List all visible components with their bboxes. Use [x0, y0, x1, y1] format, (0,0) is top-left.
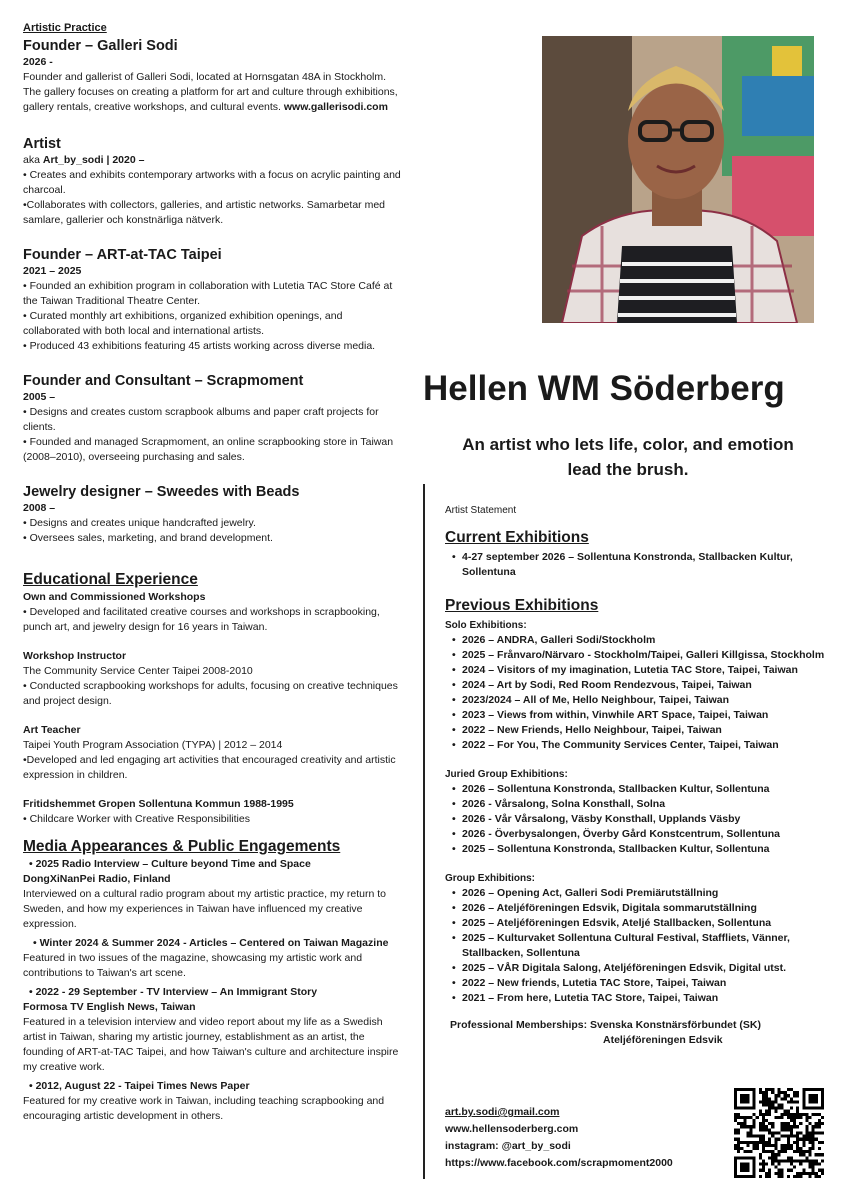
section-title: Previous Exhibitions	[445, 597, 599, 614]
exhibitions-column	[445, 504, 835, 1048]
role-title: Founder – Galleri Sodi	[23, 38, 178, 54]
role-date: 2005 –	[23, 391, 56, 403]
list-item: • 2026 – Ateljéföreningen Edsvik, Digitala sommarutställning	[462, 901, 835, 916]
list-item: • 2025 – Ateljéföreningen Edsvik, Ateljé Stallbacken, Sollentuna	[462, 916, 835, 931]
portrait-photo-icon	[542, 36, 814, 323]
list-item: • 2026 – Sollentuna Konstronda, Stallbacken Kultur, Sollentuna	[462, 782, 835, 797]
section-title: Educational Experience	[23, 571, 198, 588]
group-label: Solo Exhibitions:	[445, 620, 527, 631]
qr-code-icon	[734, 1088, 824, 1178]
list-item: • 2023 – Views from within, Vinwhile ART Space, Taipei, Taiwan	[462, 708, 835, 723]
column-divider	[423, 484, 425, 1179]
list-item: • 2026 – Opening Act, Galleri Sodi Premiärutställning	[462, 886, 835, 901]
list-item: • 2025 – Frånvaro/Närvaro - Stockholm/Taipei, Galleri Killgissa, Stockholm	[462, 648, 835, 663]
list-item: • 2025 – VÅR Digitala Salong, Ateljéföreningen Edsvik, Digital utst.	[462, 961, 835, 976]
education-item: Fritidshemmet Gropen Sollentuna Kommun 1988-1995 • Childcare Worker with Creative Responsibilities	[23, 798, 294, 825]
qr-code[interactable]	[734, 1088, 824, 1178]
portrait-photo	[542, 36, 814, 323]
media-item: • Winter 2024 & Summer 2024 - Articles – Centered on Taiwan Magazine Featured in two issues of the magazine, showcasing my artistic work and contributions to Taiwan's art scene.	[23, 937, 389, 979]
media-section	[23, 837, 401, 1124]
email-link[interactable]: art.by.sodi@gmail.com	[445, 1106, 560, 1118]
education-section	[23, 570, 401, 827]
current-exhibitions-list	[445, 550, 835, 580]
list-item: • 2021 – From here, Lutetia TAC Store, Taipei, Taiwan	[462, 991, 835, 1006]
memberships: Professional Memberships: Svenska Konstnärsförbundet (SK) Ateljéföreningen Edsvik	[450, 1019, 761, 1046]
list-item: • 2022 – For You, The Community Services Center, Taipei, Taiwan	[462, 738, 835, 753]
gallery-link[interactable]: www.gallerisodi.com	[283, 101, 388, 113]
role-title: Artist	[23, 136, 61, 152]
group-label: Group Exhibitions:	[445, 873, 535, 884]
education-item: Own and Commissioned Workshops • Developed and facilitated creative courses and workshops in scrapbooking, punch art, and jewelry design for 16 years in Taiwan.	[23, 591, 380, 633]
list-item: • 2024 – Visitors of my imagination, Lutetia TAC Store, Taipei, Taiwan	[462, 663, 835, 678]
list-item: • 2026 – ANDRA, Galleri Sodi/Stockholm	[462, 633, 835, 648]
education-item: Art Teacher Taipei Youth Program Association (TYPA) | 2012 – 2014 •Developed and led engaging art activities that encouraged creativity and artistic expression in children.	[23, 724, 396, 781]
group-exhibitions-list	[445, 886, 835, 1006]
role-date: 2008 –	[23, 502, 56, 514]
left-column	[23, 22, 401, 1128]
list-item: • 2026 - Vårsalong, Solna Konsthall, Solna	[462, 797, 835, 812]
role-scrapmoment	[23, 372, 401, 465]
role-line: • Designs and creates custom scrapbook albums and paper craft projects for clients.	[23, 406, 379, 433]
role-line: • Designs and creates unique handcrafted jewelry.	[23, 517, 256, 529]
role-line: • Founded and managed Scrapmoment, an online scrapbooking store in Taiwan (2008–2010), overseeing purchasing and sales.	[23, 436, 394, 463]
person-name: Hellen WM Söderberg	[423, 369, 785, 408]
role-title: Founder and Consultant – Scrapmoment	[23, 373, 304, 389]
facebook-link[interactable]: https://www.facebook.com/scrapmoment2000	[445, 1157, 673, 1169]
role-line: • Produced 43 exhibitions featuring 45 artists working across diverse media.	[23, 340, 376, 352]
website-link[interactable]: www.hellensoderberg.com	[445, 1123, 579, 1135]
artist-statement-label: Artist Statement	[445, 505, 517, 516]
role-line: • Founded an exhibition program in collaboration with Lutetia TAC Store Café at the Taiwan Traditional Theatre Center.	[23, 280, 393, 307]
list-item: • 2026 - Vår Vårsalong, Väsby Konsthall, Upplands Väsby	[462, 812, 835, 827]
section-title: Media Appearances & Public Engagements	[23, 838, 341, 855]
role-line: • Creates and exhibits contemporary artworks with a focus on acrylic painting and charcoal.	[23, 169, 401, 196]
role-date: 2021 – 2025	[23, 265, 82, 277]
role-desc: Founder and gallerist of Galleri Sodi, located at Hornsgatan 48A in Stockholm. The gallery focuses on creating a platform for art and culture through exhibitions, gallery rentals, creative workshops, and cultural events. www.gallerisodi.com	[23, 71, 398, 113]
contacts	[445, 1104, 673, 1172]
practice-label: Artistic Practice	[23, 22, 107, 34]
solo-exhibitions-list	[445, 633, 835, 753]
list-item: • 2023/2024 – All of Me, Hello Neighbour, Taipei, Taiwan	[462, 693, 835, 708]
role-title: Founder – ART-at-TAC Taipei	[23, 247, 222, 263]
role-line: •Collaborates with collectors, galleries, and artistic networks. Samarbetar med samlare, gallerier och konstnärliga nätverk.	[23, 199, 385, 226]
media-item: • 2022 - 29 September - TV Interview – An Immigrant Story Formosa TV English News, Taiwan Featured in a television interview and video report about my life as a Swedish artist in Taiwan, sharing my artistic journey, establishment as an artist, the founding of ART-at-TAC Taipei, and how Taiwan's culture and architecture inspire my creative work.	[23, 986, 399, 1073]
list-item: • 2024 – Art by Sodi, Red Room Rendezvous, Taipei, Taiwan	[462, 678, 835, 693]
tagline: An artist who lets life, color, and emotion lead the brush.	[462, 435, 794, 479]
role-date: 2026 -	[23, 56, 53, 68]
role-artist	[23, 135, 401, 228]
media-item: • 2025 Radio Interview – Culture beyond Time and Space DongXiNanPei Radio, Finland Interviewed on a cultural radio program about my artistic practice, my return to Sweden, and how my experiences in Taiwan have influenced my creative expression.	[23, 858, 386, 930]
juried-exhibitions-list	[445, 782, 835, 857]
role-art-at-tac	[23, 246, 401, 354]
role-line: • Oversees sales, marketing, and brand development.	[23, 532, 273, 544]
role-jewelry	[23, 483, 401, 546]
role-title: Jewelry designer – Sweedes with Beads	[23, 484, 300, 500]
group-label: Juried Group Exhibitions:	[445, 769, 568, 780]
instagram-link[interactable]: instagram: @art_by_sodi	[445, 1140, 571, 1152]
section-title: Current Exhibitions	[445, 529, 589, 546]
list-item: • 2022 – New Friends, Hello Neighbour, Taipei, Taiwan	[462, 723, 835, 738]
list-item: • 4-27 september 2026 – Sollentuna Konstronda, Stallbacken Kultur, Sollentuna	[462, 550, 835, 580]
list-item: • 2025 – Kulturvaket Sollentuna Cultural Festival, Staffliets, Vänner, Stallbacken, Sollentuna	[462, 931, 835, 961]
education-item: Workshop Instructor The Community Service Center Taipei 2008-2010 • Conducted scrapbooking workshops for adults, focusing on creative techniques and project design.	[23, 650, 398, 707]
list-item: • 2025 – Sollentuna Konstronda, Stallbacken Kultur, Sollentuna	[462, 842, 835, 857]
role-aka: aka Art_by_sodi | 2020 –	[23, 154, 145, 166]
role-line: • Curated monthly art exhibitions, organized exhibition openings, and collaborated with both local and international artists.	[23, 310, 343, 337]
list-item: • 2022 – New friends, Lutetia TAC Store, Taipei, Taiwan	[462, 976, 835, 991]
media-item: • 2012, August 22 - Taipei Times News Paper Featured for my creative work in Taiwan, including teaching scrapbooking and encouraging artistic development in others.	[23, 1080, 385, 1122]
role-galleri-sodi	[23, 37, 401, 115]
list-item: • 2026 - Överbysalongen, Överby Gård Konstcentrum, Sollentuna	[462, 827, 835, 842]
